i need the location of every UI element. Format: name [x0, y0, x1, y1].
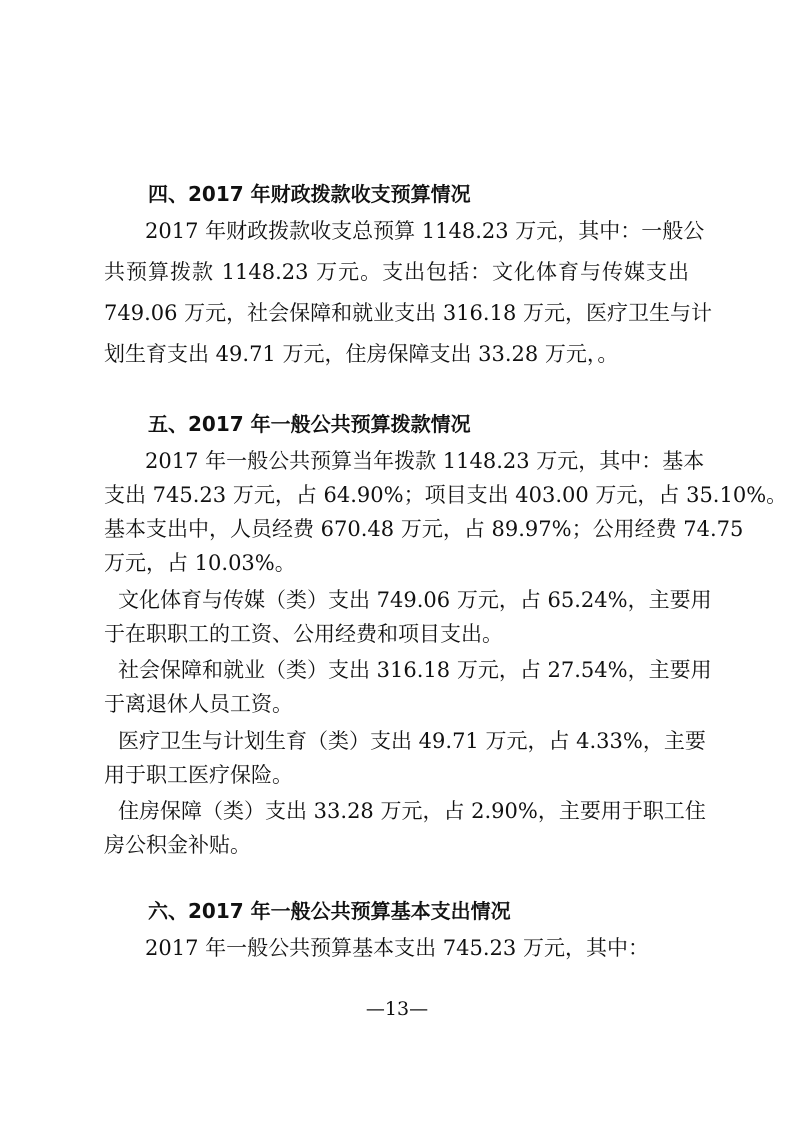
section-4-line-4: 划生育支出 49.71 万元，住房保障支出 33.28 万元，。 — [104, 342, 619, 366]
section-6-line-1: 2017 年一般公共预算基本支出 745.23 万元，其中： — [145, 936, 649, 960]
item-medical-line-1: 医疗卫生与计划生育（类）支出 49.71 万元，占 4.33%，主要 — [118, 729, 706, 753]
item-medical-line-2: 用于职工医疗保险。 — [104, 763, 293, 787]
section-5-heading: 五、2017 年一般公共预算拨款情况 — [148, 412, 471, 436]
section-5-line-2: 支出 745.23 万元，占 64.90%；项目支出 403.00 万元，占 35.10%。 — [104, 483, 788, 507]
item-housing-line-2: 房公积金补贴。 — [104, 833, 251, 857]
item-culture-line-2: 于在职职工的工资、公用经费和项目支出。 — [104, 622, 503, 646]
item-social-line-2: 于离退休人员工资。 — [104, 692, 293, 716]
item-culture-line-1: 文化体育与传媒（类）支出 749.06 万元，占 65.24%，主要用 — [118, 588, 712, 612]
section-4-line-3: 749.06 万元，社会保障和就业支出 316.18 万元，医疗卫生与计 — [104, 301, 712, 325]
item-housing-line-1: 住房保障（类）支出 33.28 万元，占 2.90%，主要用于职工住 — [118, 799, 706, 823]
section-5-line-3: 基本支出中，人员经费 670.48 万元，占 89.97%；公用经费 74.75 — [104, 517, 744, 541]
section-5-line-4: 万元，占 10.03%。 — [104, 551, 296, 575]
item-social-line-1: 社会保障和就业（类）支出 316.18 万元，占 27.54%，主要用 — [118, 658, 712, 682]
section-4-heading: 四、2017 年财政拨款收支预算情况 — [148, 182, 471, 206]
section-4-line-2: 共预算拨款 1148.23 万元。支出包括：文化体育与传媒支出 — [104, 260, 689, 284]
section-4-line-1: 2017 年财政拨款收支总预算 1148.23 万元，其中：一般公 — [145, 219, 705, 243]
section-5-line-1: 2017 年一般公共预算当年拨款 1148.23 万元，其中：基本 — [145, 449, 705, 473]
page-number: —13— — [365, 998, 429, 1020]
section-6-heading: 六、2017 年一般公共预算基本支出情况 — [148, 899, 511, 923]
